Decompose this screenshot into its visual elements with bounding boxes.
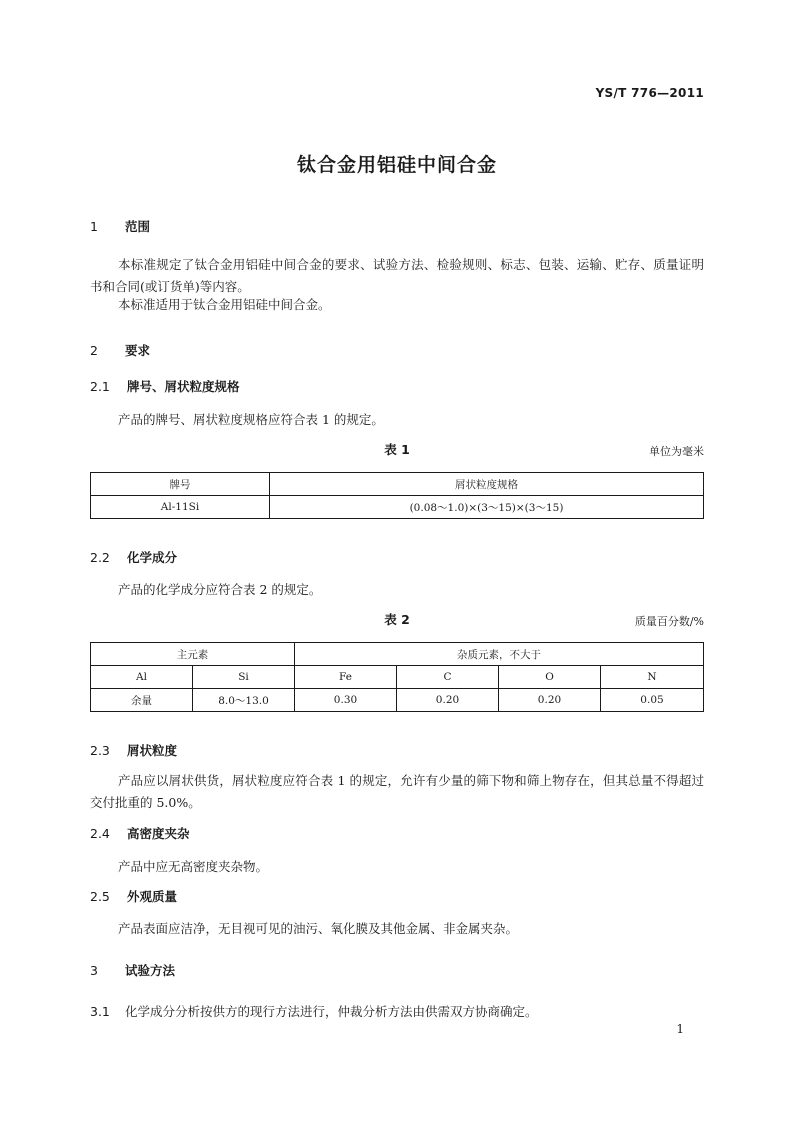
section-2-1-text: 产品的牌号、屑状粒度规格应符合表 1 的规定。 [118,412,384,427]
section-number: 2.4 [90,826,110,841]
section-title: 牌号、屑状粒度规格 [127,379,240,394]
section-2-4-text: 产品中应无高密度夹杂物。 [118,859,269,874]
section-2-2-text: 产品的化学成分应符合表 2 的规定。 [118,582,322,597]
section-number: 1 [90,219,98,234]
table-cell: 0.20 [397,689,499,712]
section-title: 范围 [125,219,151,234]
table-header-row [91,473,704,496]
table-1-caption: 表 1 [384,442,410,457]
section-number: 2.1 [90,379,110,394]
table-cell: (0.08～1.0)×(3～15)×(3～15) [270,496,704,519]
table-header-cell: C [397,666,499,689]
table-header-cell: Si [193,666,295,689]
section-number: 2.3 [90,743,110,758]
section-title: 屑状粒度 [127,743,178,758]
table-group-header-row [91,643,704,666]
section-3-1 [90,1002,538,1020]
section-2-5-text: 产品表面应洁净，无目视可见的油污、氧化膜及其他金属、非金属夹杂。 [118,921,519,936]
section-number: 3.1 [90,1004,110,1019]
table-header-cell: 屑状粒度规格 [270,473,704,496]
section-title: 外观质量 [127,889,178,904]
section-1-paragraph-2: 本标准适用于钛合金用铝硅中间合金。 [118,297,331,312]
table-1-unit: 单位为毫米 [649,445,704,458]
table-header-cell: Fe [295,666,397,689]
table-1 [90,472,704,519]
section-title: 化学成分 [127,550,178,565]
table-header-cell: Al [91,666,193,689]
section-title: 试验方法 [125,963,176,978]
section-2-heading [90,341,150,359]
table-2-unit: 质量百分数/% [634,615,704,628]
section-title: 高密度夹杂 [127,826,190,841]
section-3-heading [90,961,175,979]
table-cell: 余量 [91,689,193,712]
section-2-3-heading [90,741,177,759]
section-number: 2.2 [90,550,110,565]
section-title: 要求 [125,343,151,358]
section-1-paragraph-1: 本标准规定了钛合金用铝硅中间合金的要求、试验方法、检验规则、标志、包装、运输、贮存、质量证明书和合同(或订货单)等内容。 [90,257,704,294]
section-2-1-heading [90,377,240,395]
section-number: 2 [90,343,98,358]
standard-code: YS/T 776—2011 [595,86,704,100]
section-2-4-heading [90,824,190,842]
table-group-header-main: 主元素 [91,643,295,666]
section-1-heading [90,217,150,235]
table-header-cell: N [601,666,704,689]
section-number: 3 [90,963,98,978]
table-header-cell: O [499,666,601,689]
table-cell: Al-11Si [91,496,270,519]
section-2-2-heading [90,548,177,566]
section-2-5-heading [90,887,177,905]
table-header-row [91,666,704,689]
table-row [91,689,704,712]
section-2-3-text: 产品应以屑状供货，屑状粒度应符合表 1 的规定，允许有少量的筛下物和筛上物存在，但其总量不得超过交付批重的 5.0%。 [90,773,704,810]
table-group-header-impurity: 杂质元素，不大于 [295,643,704,666]
table-cell: 0.30 [295,689,397,712]
document-title: 钛合金用铝硅中间合金 [296,154,497,176]
page-number: 1 [676,1022,684,1036]
table-cell: 8.0～13.0 [193,689,295,712]
section-3-1-text: 化学成分分析按供方的现行方法进行，仲裁分析方法由供需双方协商确定。 [125,1004,538,1019]
section-number: 2.5 [90,889,110,904]
table-header-cell: 牌号 [91,473,270,496]
table-cell: 0.05 [601,689,704,712]
table-2 [90,642,704,712]
table-2-caption: 表 2 [384,612,410,627]
table-row [91,496,704,519]
table-cell: 0.20 [499,689,601,712]
